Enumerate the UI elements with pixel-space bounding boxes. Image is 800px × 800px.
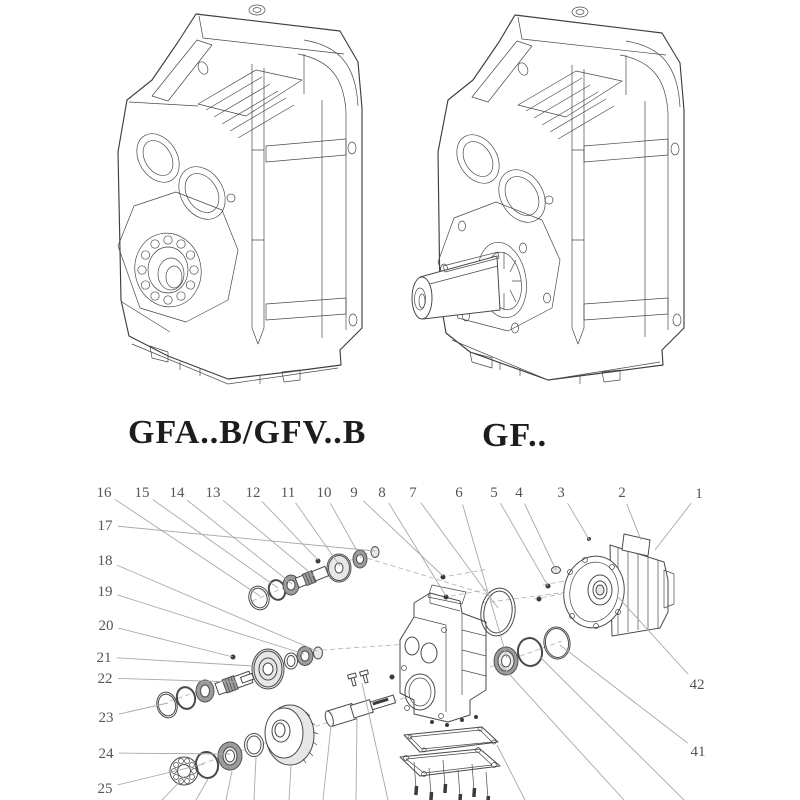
ring [314, 647, 323, 659]
leader-line-11 [295, 503, 340, 566]
callout-number-15: 15 [134, 485, 150, 501]
leader-line-3 [568, 503, 590, 541]
input-gear [327, 554, 351, 582]
oil-seal [218, 742, 242, 770]
callout-number-10: 10 [316, 485, 332, 501]
ring [542, 625, 572, 660]
cooling-ribs [198, 70, 302, 138]
input-bores [128, 126, 235, 228]
leader-line-14 [187, 500, 292, 584]
end-cap [371, 547, 379, 558]
exploded-view [97, 485, 706, 800]
callout-number-19: 19 [97, 584, 113, 600]
callout-number-17: 17 [97, 518, 113, 534]
callout-number-9: 9 [350, 485, 358, 501]
callout-number-16: 16 [96, 485, 112, 501]
callout-number-22: 22 [97, 671, 113, 687]
washer [353, 550, 367, 568]
cutoff-leader-9 [497, 745, 525, 800]
callout-number-21: 21 [96, 650, 112, 666]
cutoff-leader-5 [289, 766, 291, 800]
leader-line-15 [153, 499, 278, 588]
callout-number-7: 7 [409, 485, 417, 501]
leader-line-5 [500, 503, 548, 586]
figure-label-gfab: GFA..B/GFV..B [128, 414, 367, 451]
callout-number-6: 6 [455, 485, 463, 501]
leader-line-4 [525, 504, 556, 570]
input-bores [448, 127, 555, 231]
base-feet [452, 340, 660, 384]
callout-number-14: 14 [169, 485, 185, 501]
output-shaft [324, 691, 397, 727]
cutoff-leader-4 [254, 757, 256, 800]
leader-line-20 [119, 628, 233, 657]
leader-line-9 [363, 501, 443, 576]
leader-line-8 [389, 503, 446, 596]
leader-line-1 [655, 503, 691, 550]
leader-line-7 [421, 502, 498, 608]
callout-number-3: 3 [557, 485, 565, 501]
callout-number-23: 23 [98, 710, 114, 726]
callout-number-1: 1 [695, 486, 703, 502]
callout-number-13: 13 [205, 485, 221, 501]
output-gear [265, 705, 318, 765]
leader-line-16 [115, 499, 260, 596]
cutoff-leader-7 [356, 717, 357, 800]
gusset-plate [472, 41, 532, 102]
figure-label-gf: GF.. [482, 417, 548, 454]
input-pinion-shaft [295, 565, 329, 588]
cutoff-leader-10 [500, 664, 624, 800]
callout-number-25: 25 [97, 781, 113, 797]
base-feet [122, 102, 338, 384]
filler-plug [572, 7, 588, 17]
set-screw [316, 559, 321, 564]
callout-number-12: 12 [245, 485, 261, 501]
callout-number-24: 24 [98, 746, 114, 762]
callout-number-4: 4 [515, 485, 523, 501]
splined-shaft [215, 670, 255, 696]
motor-assembly [558, 534, 674, 636]
gusset-plate [152, 40, 212, 101]
callout-number-5: 5 [490, 485, 498, 501]
leader-line-19 [117, 595, 304, 654]
hollow-shaft-bearing [118, 192, 238, 322]
cutoff-leader-3 [226, 771, 232, 800]
leader-line-2 [627, 504, 641, 540]
callout-number-42: 42 [689, 677, 705, 693]
intermediate-gear [252, 649, 284, 689]
shaft-key [360, 670, 371, 684]
callout-number-18: 18 [97, 553, 113, 569]
reducer-drawing-gfab [118, 5, 362, 384]
washer [285, 653, 298, 669]
output-shaft-stub [412, 252, 500, 319]
cutoff-leader-6 [323, 726, 331, 800]
cutoff-leader-2 [196, 779, 208, 800]
bearing [196, 680, 214, 702]
callout-number-41: 41 [690, 744, 706, 760]
gearbox-housing [400, 585, 486, 722]
mounting-bars [266, 139, 357, 326]
leader-line-41 [560, 645, 688, 743]
callout-number-11: 11 [280, 485, 296, 501]
mounting-bars [584, 139, 681, 326]
housing-gaskets [400, 715, 500, 800]
leader-line-12 [262, 501, 318, 560]
callout-number-8: 8 [378, 485, 386, 501]
leader-line-24 [119, 753, 230, 754]
filler-plug [249, 5, 265, 15]
cutoff-leader-11 [540, 657, 684, 800]
callout-number-2: 2 [618, 485, 626, 501]
callout-number-20: 20 [98, 618, 114, 634]
cooling-ribs [518, 71, 622, 139]
reducer-drawing-gf [412, 7, 684, 384]
snap-ring [516, 636, 544, 668]
washer [245, 734, 264, 757]
bearing [297, 647, 313, 666]
leader-line-22 [118, 678, 236, 682]
shaft-key [348, 673, 359, 687]
leader-line-10 [330, 503, 361, 558]
leader-line-23 [119, 703, 168, 714]
